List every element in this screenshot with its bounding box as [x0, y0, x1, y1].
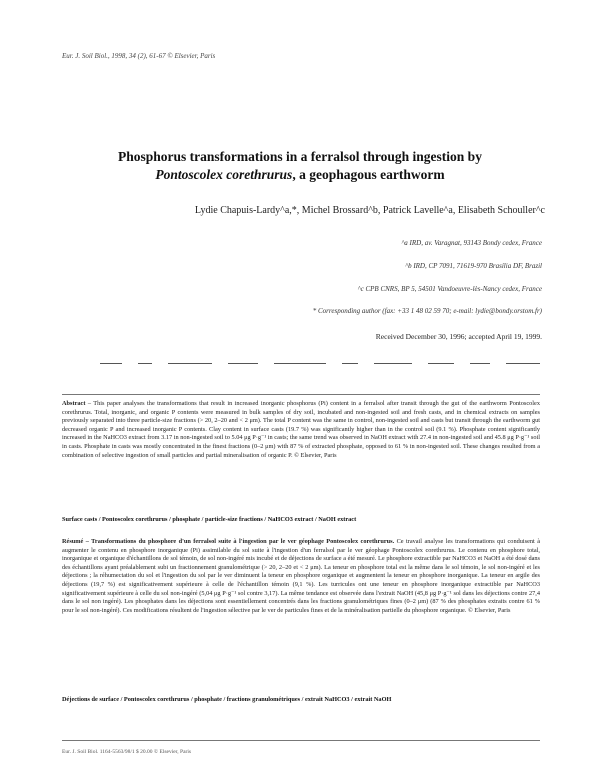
dash	[428, 363, 454, 364]
separator-dashes	[100, 363, 540, 364]
title-line-2: , a geophagous earthworm	[292, 167, 445, 182]
abstract	[62, 400, 540, 460]
title-line-1: Phosphorus transformations in a ferralsol through ingestion by	[118, 149, 482, 164]
resume	[62, 538, 540, 615]
bottom-rule	[62, 740, 540, 741]
keywords-en: Surface casts / Pontoscolex corethrurus / phosphate / particle-size fractions / NaHCO3 extract / NaOH extract	[62, 516, 357, 523]
dash	[506, 363, 540, 364]
abstract-label: Abstract	[62, 400, 86, 407]
journal-footer: Eur. J. Soil Biol. 1164-5563/98/1 $ 20.00 © Elsevier, Paris	[62, 749, 192, 755]
dash	[342, 363, 358, 364]
title-species: Pontoscolex corethrurus	[155, 167, 293, 182]
affiliation-a: ^a IRD, av. Varagnat, 93143 Bondy cedex, France	[401, 239, 542, 247]
journal-header: Eur. J. Soil Biol., 1998, 34 (2), 61-67 © Elsevier, Paris	[62, 52, 216, 60]
dash	[374, 363, 412, 364]
affiliation-c: ^c CPB CNRS, BP 5, 54501 Vandoeuvre-lès-Nancy cedex, France	[357, 285, 542, 293]
dash	[100, 363, 122, 364]
dash	[228, 363, 258, 364]
dash	[168, 363, 212, 364]
resume-label: Résumé – Transformations du phosphore d'un ferralsol suite à l'ingestion par le ver géophage Pontoscolex corethrurus.	[62, 538, 395, 545]
dash	[138, 363, 152, 364]
received-dates: Received December 30, 1996; accepted April 19, 1999.	[375, 332, 542, 341]
abstract-text: – This paper analyses the transformations that result in increased inorganic phosphorus (Pi) content in a ferralsol after transit through the gut of the earthworm Pontoscolex corethrurus. Total, inorganic, and organic P contents were measured in bulk samples of dry soil, incubated and non-ingested soil and fresh casts, and in chemical extracts on samples previously separated into three particle-size fractions (> 20, 2–20 and < 2 μm). The total P content was the same in control, non-ingested soil and casts but transit through the earthworm gut decreased organic P and increased inorganic P contents. Clay content in surface casts (19.7 %) was significantly higher than in the control soil (9.1 %). Phosphate content significantly increased in the NaHCO3 extract from 3.17 in non-ingested soil to 5.04 μg P·g⁻¹ in casts; the same trend was observed in NaOH extract with 27.4 in non-ingested soil and 45.8 μg P·g⁻¹ soil in casts. Phosphate in casts was mostly concentrated in the finest fractions (0–2 μm) with 87 % of extracted phosphate, opposed to 61 % in non-ingested soil. These changes resulted from a combination of selective ingestion of small particles and partial mineralisation of organic P. © Elsevier, Paris	[62, 400, 540, 459]
keywords-fr: Déjections de surface / Pontoscolex corethrurus / phosphate / fractions granulométriques / extrait NaHCO3 / extrait NaOH	[62, 696, 392, 703]
dash	[470, 363, 490, 364]
paper-title	[60, 148, 540, 184]
top-rule	[62, 394, 540, 395]
author-list: Lydie Chapuis-Lardy^a,*, Michel Brossard^b, Patrick Lavelle^a, Elisabeth Schouller^c	[194, 205, 545, 216]
affiliation-b: ^b IRD, CP 7091, 71619-970 Brasília DF, Brazil	[405, 262, 542, 270]
dash	[274, 363, 326, 364]
resume-text: Ce travail analyse les transformations qui conduisent à augmenter le contenu en phosphore inorganique (Pi) assimilable du sol suite à l'ingestion d'un ferralsol par le ver géophage Pontoscolex corethrurus. Le contenu en phosphore total, inorganique et organique d'échantillons de sol témoin, de sol non-ingéré mis incubé et de déjections de surface a été mesuré. Le phosphore extractible par NaHCO3 et NaOH a été dosé dans des échantillons ayant préalablement subi un fractionnement granulométrique (> 20, 2–20 et < 2 μm). La teneur en phosphore total est la même dans le sol témoin, le sol non-ingéré et les déjections ; la réhumectation du sol et l'ingestion du sol par le ver diminuent la teneur en phosphore organique et augmentent la teneur en phosphore inorganique. La teneur en argile des déjections (19,7 %) est significativement supérieure à celle de l'échantillon témoin (9,1 %). Les turricules ont une teneur en phosphore inorganique extractible par NaHCO3 significativement supérieure à celle du sol non-ingéré (5,04 μg P·g⁻¹ sol contre 3,17). La même tendance est observée dans l'extrait NaOH (45,8 μg P·g⁻¹ sol dans les déjections contre 27,4 dans le sol non ingéré). Les phosphates dans les déjections sont essentiellement concentrés dans les fractions granulométriques fines (0–2 μm) (87 % des phosphates extraits contre 61 % pour le sol non-ingéré). Ces modifications résultent de l'ingestion sélective par le ver de particules fines et de la minéralisation partielle du phosphore organique. © Elsevier, Paris	[62, 538, 540, 614]
corresponding-author: * Corresponding author (fax: +33 1 48 02 59 70; e-mail: lydie@bondy.orstom.fr)	[312, 307, 542, 315]
